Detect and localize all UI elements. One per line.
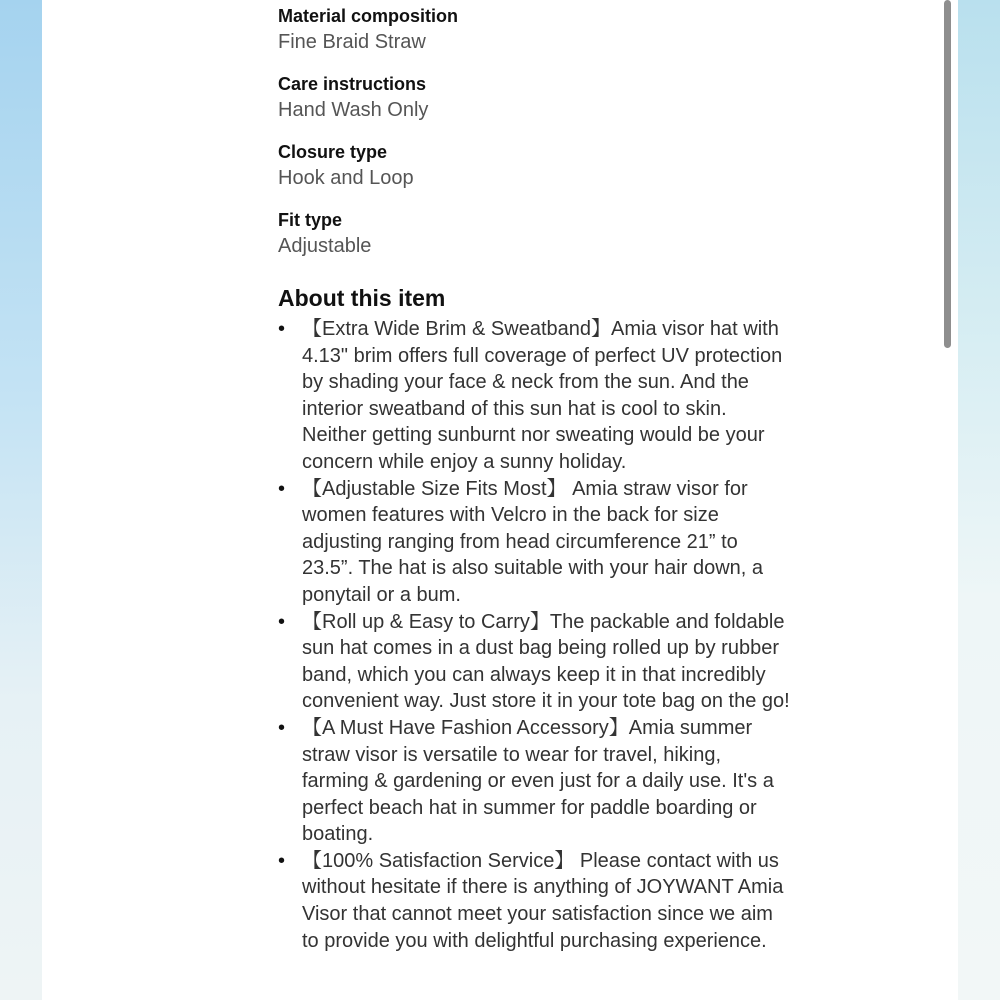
spec-value: Hook and Loop	[278, 167, 414, 189]
spec-value: Hand Wash Only	[278, 99, 429, 121]
about-this-item-heading: About this item	[278, 285, 446, 311]
spec-value: Fine Braid Straw	[278, 31, 426, 53]
spec-care-instructions	[278, 68, 793, 122]
list-item	[278, 609, 793, 715]
spec-value: Adjustable	[278, 235, 372, 257]
bullet-icon: •	[278, 610, 286, 633]
spec-fit-type	[278, 204, 793, 258]
about-bullet-list	[278, 316, 793, 954]
list-item	[278, 848, 793, 954]
background-right	[958, 0, 1000, 1000]
bullet-icon: •	[278, 318, 286, 340]
list-item	[278, 715, 793, 848]
bullet-text: 【100% Satisfaction Service】 Please contact with us without hesitate if there is anything of JOYWANT Amia Visor that cannot meet your satisfaction since we aim to provide you with delightful purchasing experience.	[302, 849, 784, 952]
bullet-text: 【Roll up & Easy to Carry】The packable and foldable sun hat comes in a dust bag being rolled up by rubber band, which you can always keep it in that incredibly convenient way. Just store it in your tote bag on the go!	[302, 610, 790, 713]
bullet-text: 【Extra Wide Brim & Sweatband】Amia visor hat with 4.13" brim offers full coverage of perfect UV protection by shading your face & neck from the sun. And the interior sweatband of this sun hat is cool to skin. Neither getting sunburnt nor sweating would be your concern while enjoy a sunny holiday.	[302, 318, 783, 473]
bullet-icon: •	[278, 477, 286, 500]
spec-label: Closure type	[278, 142, 388, 162]
bullet-text: 【Adjustable Size Fits Most】 Amia straw visor for women features with Velcro in the back for size adjusting ranging from head circumference 21” to 23.5”. The hat is also suitable with your hair down, a ponytail or a bum.	[302, 477, 763, 606]
bullet-icon: •	[278, 716, 286, 739]
spec-label: Care instructions	[278, 74, 427, 94]
bullet-icon: •	[278, 849, 286, 872]
list-item	[278, 316, 793, 476]
spec-label: Material composition	[278, 6, 459, 26]
spec-closure-type	[278, 136, 793, 190]
product-details-content	[278, 0, 793, 954]
list-item	[278, 476, 793, 609]
scrollbar-thumb[interactable]	[944, 0, 951, 348]
product-details-panel	[42, 0, 958, 1000]
background-left	[0, 0, 42, 1000]
spec-material-composition	[278, 0, 793, 54]
bullet-text: 【A Must Have Fashion Accessory】Amia summer straw visor is versatile to wear for travel, hiking, farming & gardening or even just for a daily use. It's a perfect beach hat in summer for paddle boarding or boating.	[302, 716, 774, 846]
spec-label: Fit type	[278, 210, 343, 230]
